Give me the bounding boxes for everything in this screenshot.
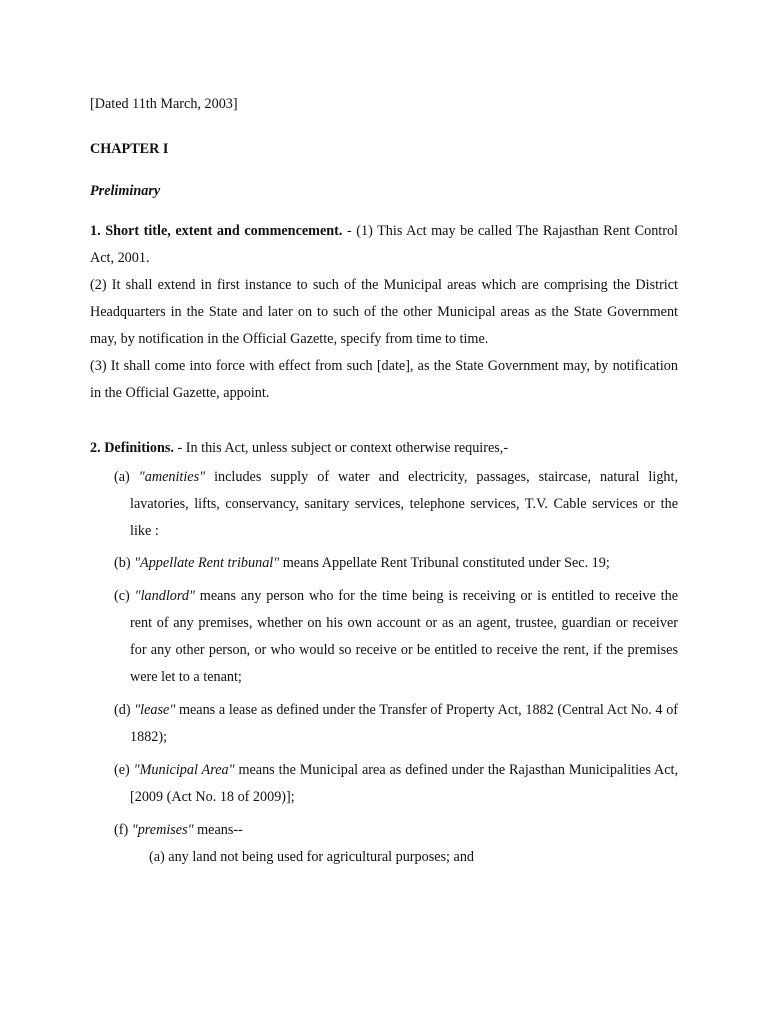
- definition-item: [114, 697, 678, 751]
- definition-term: "Municipal Area": [133, 762, 235, 778]
- definition-term: "landlord": [134, 588, 195, 604]
- definition-text: includes supply of water and electricity, passages, staircase, natural light, lavatories, lifts, conservancy, sanitary services, telephone services, T.V. Cable services or the like :: [130, 469, 678, 539]
- definition-term: "Appellate Rent tribunal": [134, 555, 280, 571]
- definition-label: (d): [114, 702, 135, 718]
- section-2-heading: 2. Definitions.: [90, 440, 174, 456]
- definition-text: means the Municipal area as defined under the Rajasthan Municipalities Act, [2009 (Act No. 18 of 2009)];: [130, 762, 678, 805]
- section-1-para-2: (2) It shall extend in first instance to such of the Municipal areas which are comprising the District Headquarters in the State and later on to such of the other Municipal areas as the State Government may, by notification in the Official Gazette, specify from time to time.: [90, 277, 678, 347]
- section-1-para-1: [90, 218, 678, 272]
- definition-text: means--: [193, 822, 243, 838]
- definition-term: "lease": [134, 702, 176, 718]
- definition-text: means Appellate Rent Tribunal constituted under Sec. 19;: [279, 555, 610, 571]
- definition-term: "amenities": [138, 469, 206, 485]
- date-line: [Dated 11th March, 2003]: [90, 96, 238, 112]
- definition-item: [114, 757, 678, 811]
- definition-item: [114, 583, 678, 691]
- definition-label: (f): [114, 822, 132, 838]
- definition-item: [114, 464, 678, 545]
- definition-text: means a lease as defined under the Transfer of Property Act, 1882 (Central Act No. 4 of 1882);: [130, 702, 679, 745]
- definition-term: "premises": [131, 822, 194, 838]
- chapter-heading: CHAPTER I: [90, 141, 169, 157]
- definition-item: [114, 817, 678, 844]
- definition-label: (b): [114, 555, 135, 571]
- section-1: [90, 218, 678, 407]
- definition-item: [114, 550, 678, 577]
- definition-label: (c): [114, 588, 135, 604]
- definition-label: (a): [114, 469, 139, 485]
- section-1-heading: 1. Short title, extent and commencement.: [90, 223, 343, 239]
- section-1-sep: -: [342, 223, 357, 239]
- section-1-para-1-text: (1) This Act may be called The Rajasthan Rent Control Act, 2001.: [90, 223, 679, 266]
- section-2-intro: - In this Act, unless subject or context otherwise requires,-: [173, 440, 509, 456]
- section-1-para-3: (3) It shall come into force with effect from such [date], as the State Government may, by notification in the Official Gazette, appoint.: [90, 358, 678, 401]
- definition-text: means any person who for the time being is receiving or is entitled to receive the rent of any premises, whether on his own account or as an agent, trustee, guardian or receiver for any other person, or who would so receive or be entitled to receive the rent, if the premises were let to a tenant;: [130, 588, 678, 685]
- definition-label: (e): [114, 762, 134, 778]
- sub-definition-item: (a) any land not being used for agricultural purposes; and: [149, 849, 475, 865]
- section-2-intro-line: [90, 440, 678, 457]
- part-heading: Preliminary: [90, 183, 161, 199]
